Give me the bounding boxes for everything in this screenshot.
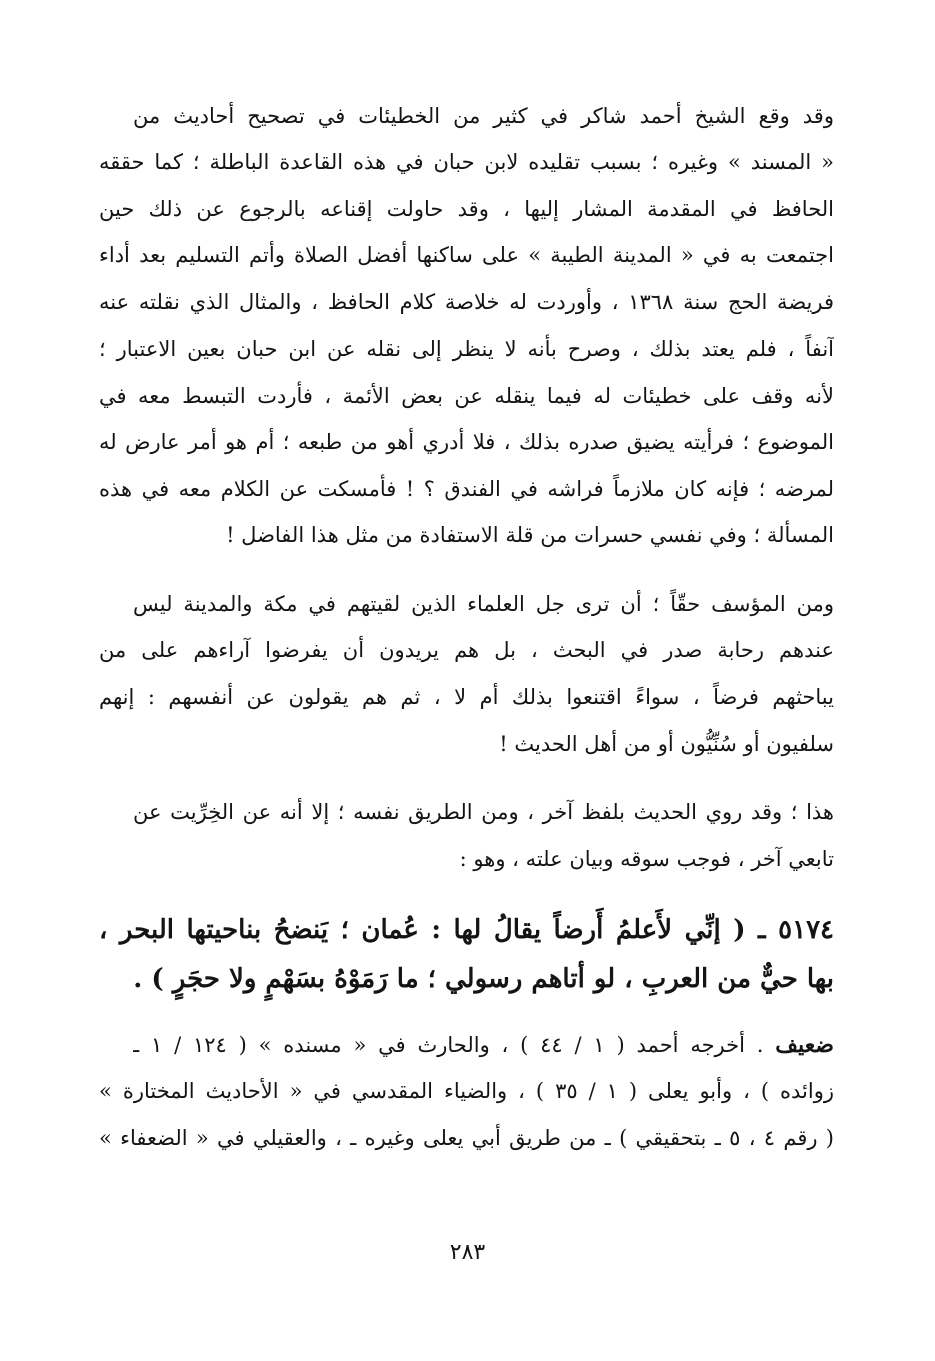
text-line: آنفاً ، فلم يعتد بذلك ، وصرح بأنه لا ينظر إلى نقله عن ابن حبان بعين الاعتبار ؛ — [99, 337, 834, 361]
text-line: فريضة الحج سنة ١٣٦٨ ، وأوردت له خلاصة كلام الحافظ ، والمثال الذي نقلته عنه — [99, 290, 834, 314]
text-line: تابعي آخر ، فوجب سوقه وبيان علته ، وهو : — [459, 847, 834, 871]
text-line: سلفيون أو سُنِّيُّون أو من أهل الحديث ! — [499, 732, 834, 756]
text-line: اجتمعت به في « المدينة الطيبة » على ساكنها أفضل الصلاة وأتم التسليم بعد أداء — [99, 243, 834, 267]
text-line: الموضوع ؛ فرأيته يضيق صدره بذلك ، فلا أدري أهو من طبعه ؛ أم هو أمر عارض له — [99, 430, 834, 454]
text-line: ومن المؤسف حقّاً ؛ أن ترى جل العلماء الذين لقيتهم في مكة والمدينة ليس — [133, 592, 834, 616]
text-line: لمرضه ؛ فإنه كان ملازماً فراشه في الفندق ؟ ! فأمسكت عن الكلام معه في هذه — [99, 477, 834, 501]
text-line: هذا ؛ وقد روي الحديث بلفظ آخر ، ومن الطريق نفسه ؛ إلا أنه عن الخِرِّيت عن — [133, 800, 834, 824]
text-line — [133, 1025, 834, 1065]
hadith-text-line: ٥١٧٤ ـ ( إنِّي لأَعلمُ أَرضاً يقالُ لها : عُمان ؛ يَنضحُ بناحيتها البحر ، — [99, 915, 834, 945]
page-number: ٢٨٣ — [449, 1240, 486, 1265]
text-line: وقد وقع الشيخ أحمد شاكر في كثير من الخطيئات في تصحيح أحاديث من — [133, 104, 834, 128]
text-line: عندهم رحابة صدر في البحث ، بل هم يريدون أن يفرضوا آراءهم على من — [99, 638, 834, 662]
text-line: الحافظ في المقدمة المشار إليها ، وقد حاولت إقناعه بالرجوع عن ذلك حين — [99, 197, 834, 221]
text-line: ( رقم ٤ ، ٥ ـ بتحقيقي ) ـ من طريق أبي يعلى وغيره ـ ، والعقيلي في « الضعفاء » — [99, 1126, 834, 1150]
text-line: زوائده ) ، وأبو يعلى ( ١ / ٣٥ ) ، والضياء المقدسي في « الأحاديث المختارة » — [99, 1079, 834, 1103]
text-line: لأنه وقف على خطيئات له فيما ينقله عن بعض الأئمة ، فأردت التبسط معه في — [99, 384, 834, 408]
text-segment: . أخرجه أحمد ( ١ / ٤٤ ) ، والحارث في « مسنده » ( ١٢٤ / ١ ـ — [133, 1033, 764, 1057]
text-line: « المسند » وغيره ؛ بسبب تقليده لابن حبان في هذه القاعدة الباطلة ؛ كما حققه — [99, 150, 834, 174]
grading-label: ضعيف — [775, 1032, 834, 1058]
text-line: يباحثهم فرضاً ، سواءً اقتنعوا بذلك أم لا ، ثم هم يقولون عن أنفسهم : إنهم — [99, 685, 834, 709]
text-line: المسألة ؛ وفي نفسي حسرات من قلة الاستفادة من مثل هذا الفاضل ! — [226, 523, 834, 547]
hadith-text-line: بها حيٌّ من العربِ ، لو أتاهم رسولي ؛ ما رَمَوْهُ بسَهْمٍ ولا حجَرٍ ) . — [133, 964, 834, 994]
